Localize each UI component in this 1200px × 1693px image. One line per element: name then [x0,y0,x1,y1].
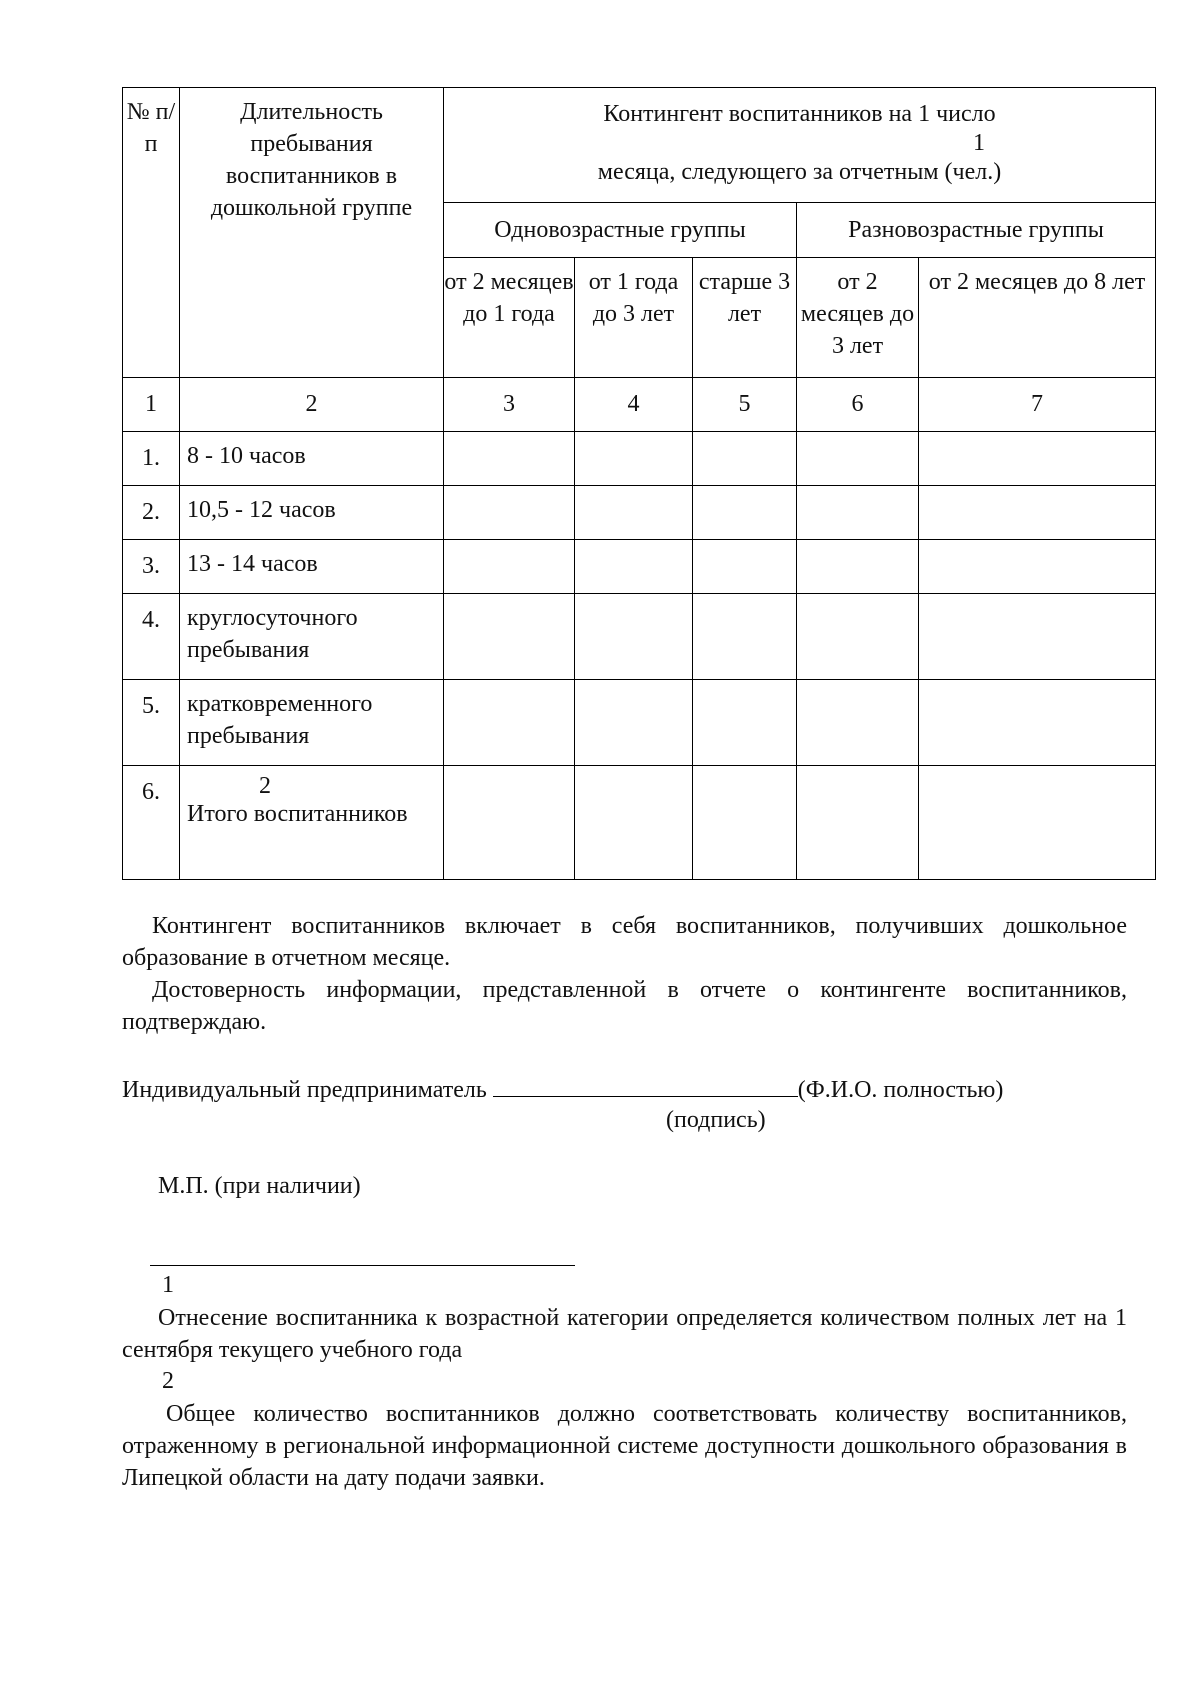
row-label: 13 - 14 часов [180,540,444,594]
table-cell [919,680,1156,766]
footnote-ref-2: 2 [259,773,271,799]
table-cell [797,540,919,594]
footnote-text-1: Отнесение воспитанника к возрастной категории определяется количеством полных лет на 1 сентября текущего учебного года [122,1305,1127,1363]
row-label: 8 - 10 часов [180,432,444,486]
table-cell [444,594,575,680]
row-num: 5. [123,680,180,766]
row-label: кратковременного пребывания [180,680,444,766]
row-num: 3. [123,540,180,594]
table-cell [919,486,1156,540]
table-cell [444,766,575,880]
table-cell [797,432,919,486]
stamp-label: М.П. (при наличии) [158,1173,361,1199]
col-number: 6 [797,378,919,432]
table-row [123,432,1156,486]
table-cell [693,680,797,766]
footnote-ref-1: 1 [973,130,986,156]
subheader-col7: от 2 месяцев до 8 лет [919,258,1156,378]
table-cell [919,766,1156,880]
table-cell [444,486,575,540]
col-number: 4 [575,378,693,432]
table-row [123,594,1156,680]
signature-line [122,1070,1132,1106]
table-cell [575,540,693,594]
subheader-col6: от 2 месяцев до 3 лет [797,258,919,378]
subheader-col5: старше 3 лет [693,258,797,378]
table-cell [444,432,575,486]
table-cell [444,680,575,766]
signature-fio: (Ф.И.О. полностью) [797,1077,1004,1103]
table-cell [797,680,919,766]
table-cell [575,486,693,540]
signature-blank [493,1070,798,1097]
signature-label: Индивидуальный предприниматель [122,1077,487,1103]
row-label: круглосуточного пребывания [180,594,444,680]
table-cell [919,594,1156,680]
signature-caption: (подпись) [666,1107,766,1133]
table-cell [575,432,693,486]
col-number: 7 [919,378,1156,432]
table-cell [693,540,797,594]
table-row [123,680,1156,766]
footnote-mark-1: 1 [162,1272,174,1298]
table-cell [444,540,575,594]
total-label: Итого воспитанников [187,801,408,827]
table-cell [797,486,919,540]
col-number: 5 [693,378,797,432]
header-duration: Длительность пребывания воспитанников в дошкольной группе [180,88,444,378]
table-cell [575,680,693,766]
header-same-age: Одновозрастные группы [444,203,797,258]
paragraph-confirmation: Достоверность информации, представленной в отчете о контингенте воспитанников, подтверждаю. [122,977,1127,1035]
table-cell [575,766,693,880]
subheader-col3: от 2 месяцев до 1 года [444,258,575,378]
header-mixed-age: Разновозрастные группы [797,203,1156,258]
col-number: 3 [444,378,575,432]
col-number: 2 [180,378,444,432]
table-cell [575,594,693,680]
header-num: № п/п [123,88,180,378]
column-number-row [123,378,1156,432]
header-contingent-line1: Контингент воспитанников на 1 число [603,101,996,127]
header-contingent [444,88,1156,203]
table-cell [693,594,797,680]
table-cell [693,486,797,540]
subheader-col4: от 1 года до 3 лет [575,258,693,378]
row-num: 4. [123,594,180,680]
paragraph-contingent: Контингент воспитанников включает в себя воспитанников, получивших дошкольное образование в отчетном месяце. [122,913,1127,971]
contingent-table [122,87,1156,880]
table-row-total [123,766,1156,880]
footnote-mark-2: 2 [162,1368,174,1394]
footnote-divider [150,1265,575,1266]
row-num: 2. [123,486,180,540]
table-cell [919,432,1156,486]
table-row [123,540,1156,594]
table-cell [919,540,1156,594]
table-row [123,486,1156,540]
col-number: 1 [123,378,180,432]
row-num: 6. [123,766,180,880]
table-cell [797,594,919,680]
table-cell [797,766,919,880]
header-contingent-line2: месяца, следующего за отчетным (чел.) [597,159,1002,185]
row-num: 1. [123,432,180,486]
footnote-text-2: Общее количество воспитанников должно соответствовать количеству воспитанников, отраженному в региональной информационной системе доступности дошкольного образования в Липецкой области на дату подачи заявки. [122,1401,1127,1491]
table-cell [693,766,797,880]
row-label: 10,5 - 12 часов [180,486,444,540]
table-cell [693,432,797,486]
row-label [180,766,444,880]
